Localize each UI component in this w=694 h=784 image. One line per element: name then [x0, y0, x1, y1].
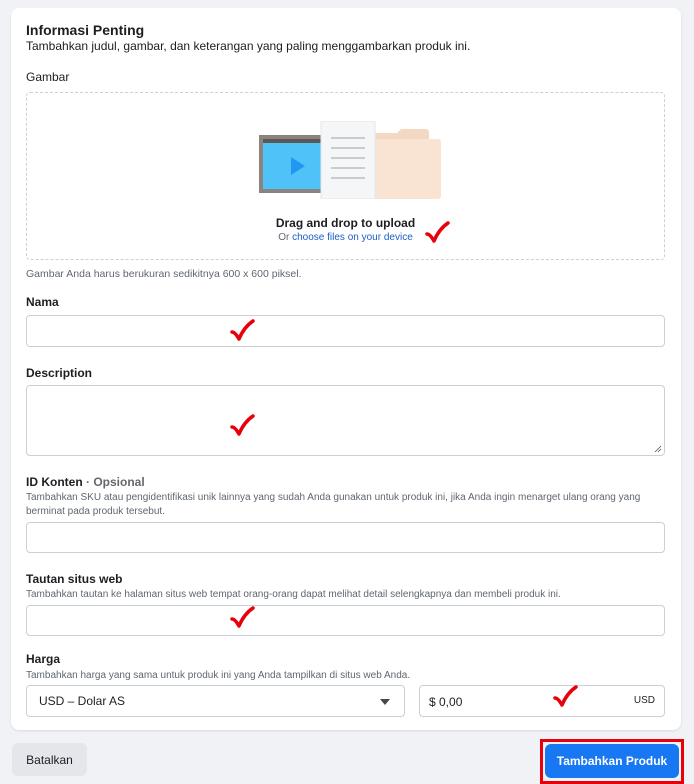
resize-grip-icon[interactable] — [654, 445, 662, 453]
optional-tag: · Opsional — [82, 475, 145, 489]
price-label: Harga — [26, 652, 61, 666]
caret-down-icon — [380, 699, 390, 705]
price-currency-code: USD — [633, 695, 655, 706]
content-id-input[interactable] — [26, 522, 665, 553]
description-textarea[interactable] — [26, 385, 665, 456]
dropzone-subtitle — [27, 232, 664, 243]
choose-files-link[interactable]: choose files on your device — [292, 232, 413, 243]
image-size-hint: Gambar Anda harus berukuran sedikitnya 600 x 600 piksel. — [26, 268, 302, 280]
website-label: Tautan situs web — [26, 572, 123, 586]
name-label: Nama — [26, 295, 59, 309]
price-amount: $ 0,00 — [429, 695, 463, 709]
product-form-card — [11, 8, 681, 730]
image-label: Gambar — [26, 70, 70, 84]
red-checkmark-icon — [424, 221, 450, 245]
section-subtitle: Tambahkan judul, gambar, dan keterangan yang paling menggambarkan produk ini. — [26, 39, 471, 53]
content-id-label — [26, 475, 145, 489]
currency-select[interactable] — [26, 685, 405, 717]
red-checkmark-icon — [229, 414, 255, 438]
content-id-label-text: ID Konten — [26, 475, 83, 489]
add-product-button[interactable]: Tambahkan Produk — [545, 744, 679, 778]
dropzone-or-text: Or — [278, 232, 293, 243]
image-dropzone[interactable] — [26, 92, 665, 260]
red-checkmark-icon — [229, 606, 255, 630]
content-id-helper: Tambahkan SKU atau pengidentifikasi unik lainnya yang sudah Anda gunakan untuk produk ini, jika Anda ingin menarget ulang orang yang berminat pada produk tersebut. — [26, 492, 641, 517]
website-helper: Tambahkan tautan ke halaman situs web tempat orang-orang dapat melihat detail selengkapnya dan membeli produk ini. — [26, 589, 561, 600]
name-input[interactable] — [26, 315, 665, 347]
website-input[interactable] — [26, 605, 665, 636]
dropzone-title: Drag and drop to upload — [275, 216, 416, 230]
price-input[interactable] — [419, 685, 665, 717]
currency-select-value: USD – Dolar AS — [39, 694, 126, 708]
upload-illustration-icon — [257, 121, 442, 199]
red-checkmark-icon — [229, 319, 255, 343]
description-label: Description — [26, 366, 93, 380]
section-title: Informasi Penting — [26, 22, 145, 38]
price-helper: Tambahkan harga yang sama untuk produk ini yang Anda tampilkan di situs web Anda. — [26, 670, 411, 681]
cancel-button[interactable]: Batalkan — [12, 743, 87, 776]
red-checkmark-icon — [552, 685, 578, 709]
